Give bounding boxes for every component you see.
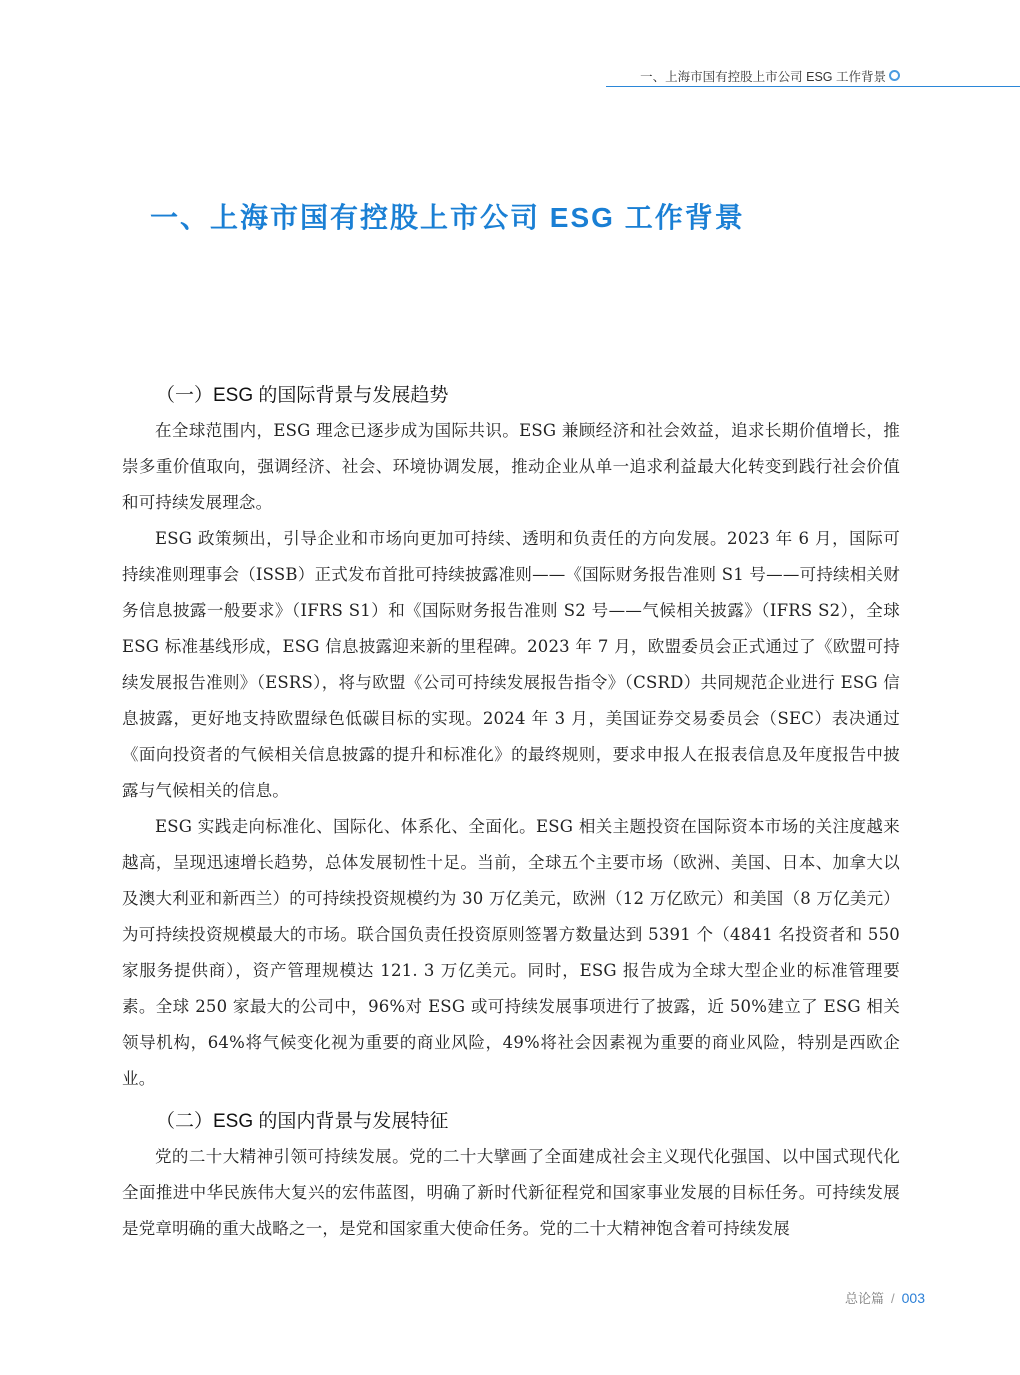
chapter-title: 一、上海市国有控股上市公司 ESG 工作背景 bbox=[150, 202, 745, 233]
paragraph: 党的二十大精神引领可持续发展。党的二十大擘画了全面建成社会主义现代化强国、以中国式现代化全面推进中华民族伟大复兴的宏伟蓝图，明确了新时代新征程党和国家事业发展的目标任务。可持续发展是党章明确的重大战略之一，是党和国家重大使命任务。党的二十大精神饱含着可持续发展 bbox=[122, 1147, 900, 1238]
paragraph: 在全球范围内，ESG 理念已逐步成为国际共识。ESG 兼顾经济和社会效益，追求长期价值增长，推崇多重价值取向，强调经济、社会、环境协调发展，推动企业从单一追求利益最大化转变到践行社会价值和可持续发展理念。 bbox=[122, 421, 900, 512]
paragraph: ESG 政策频出，引导企业和市场向更加可持续、透明和负责任的方向发展。2023 年 6 月，国际可持续准则理事会（ISSB）正式发布首批可持续披露准则——《国际财务报告准则 S1 号——可持续相关财务信息披露一般要求》（IFRS S1）和《国际财务报告准则 S2 号——气候相关披露》（IFRS S2），全球 ESG 标准基线形成，ESG 信息披露迎来新的里程碑。2023 年 7 月，欧盟委员会正式通过了《欧盟可持续发展报告准则》（ESRS），将与欧盟《公司可持续发展报告指令》（CSRD）共同规范企业进行 ESG 信息披露，更好地支持欧盟绿色低碳目标的实现。2024 年 3 月，美国证券交易委员会（SEC）表决通过《面向投资者的气候相关信息披露的提升和标准化》的最终规则，要求申报人在报表信息及年度报告中披露与气候相关的信息。 bbox=[122, 529, 900, 800]
section-heading-2: （二）ESG 的国内背景与发展特征 bbox=[156, 1111, 449, 1132]
footer-section: 总论篇 bbox=[845, 1291, 885, 1306]
running-header bbox=[606, 67, 1020, 87]
footer-separator: / bbox=[891, 1291, 895, 1306]
paragraph: ESG 实践走向标准化、国际化、体系化、全面化。ESG 相关主题投资在国际资本市场的关注度越来越高，呈现迅速增长趋势，总体发展韧性十足。当前，全球五个主要市场（欧洲、美国、日本、加拿大以及澳大利亚和新西兰）的可持续投资规模约为 30 万亿美元，欧洲（12 万亿欧元）和美国（8 万亿美元）为可持续投资规模最大的市场。联合国负责任投资原则签署方数量达到 5391 个（4841 名投资者和 550 家服务提供商），资产管理规模达 121. 3 万亿美元。同时，ESG 报告成为全球大型企业的标准管理要素。全球 250 家最大的公司中，96%对 ESG 或可持续发展事项进行了披露，近 50%建立了 ESG 相关领导机构，64%将气候变化视为重要的商业风险，49%将社会因素视为重要的商业风险，特别是西欧企业。 bbox=[122, 817, 900, 1088]
section-body-2 bbox=[122, 1139, 900, 1247]
section-heading-1: （一）ESG 的国际背景与发展趋势 bbox=[156, 385, 449, 406]
running-header-title: 一、上海市国有控股上市公司 ESG 工作背景 bbox=[640, 70, 886, 84]
page-number: 003 bbox=[901, 1290, 925, 1306]
page-footer bbox=[845, 1288, 925, 1307]
section-body-1 bbox=[122, 413, 900, 1097]
ring-icon bbox=[889, 70, 900, 81]
